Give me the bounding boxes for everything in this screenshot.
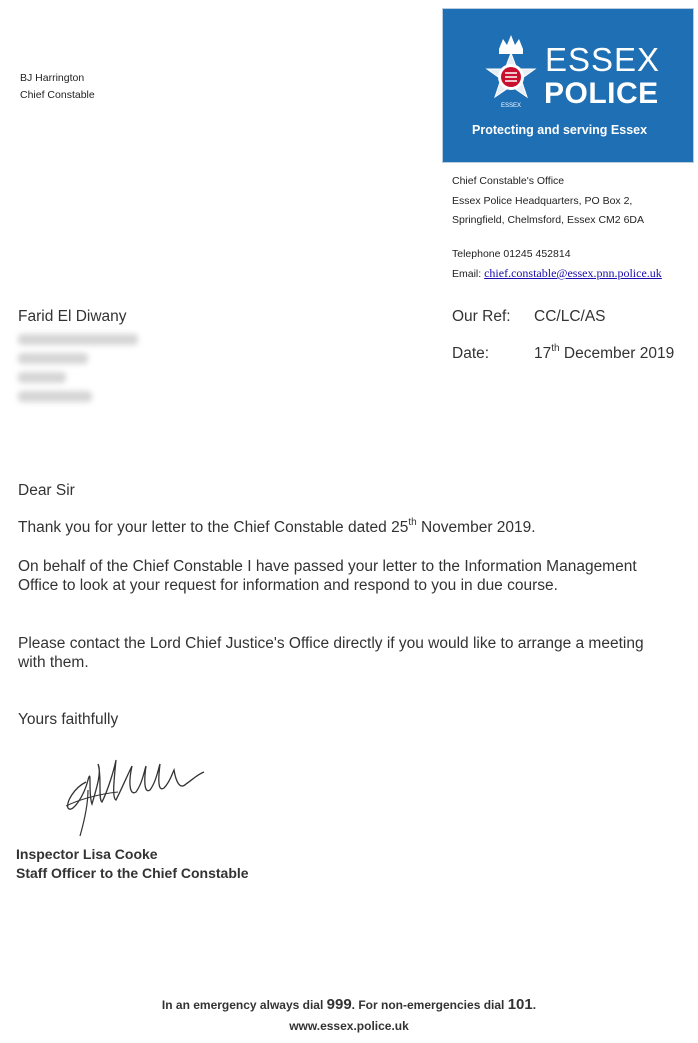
recipient-address-redacted: [18, 334, 138, 410]
svg-text:ESSEX: ESSEX: [500, 103, 522, 109]
office-line-3: Springfield, Chelmsford, Essex CM2 6DA: [452, 214, 644, 226]
footer-website[interactable]: www.essex.police.uk: [289, 1019, 409, 1033]
sender-block: [20, 70, 95, 104]
footer-emergency-line: [0, 994, 698, 1016]
office-line-1: Chief Constable's Office: [452, 175, 565, 187]
date-label: Date:: [452, 345, 490, 362]
reference-label: Our Ref:: [452, 308, 511, 325]
office-line-2: Essex Police Headquarters, PO Box 2,: [452, 194, 633, 207]
office-email-row: [452, 264, 662, 285]
essex-police-logo: [442, 8, 694, 163]
sender-title: Chief Constable: [20, 89, 95, 101]
logo-police-text: POLICE: [544, 77, 659, 110]
logo-essex-text: ESSEX: [545, 41, 661, 78]
police-crest-icon: [481, 33, 541, 115]
paragraph-1: [18, 518, 678, 537]
date-rest: December 2019: [559, 345, 675, 362]
footer-text-c: .: [532, 998, 537, 1012]
office-address: [452, 172, 662, 285]
footer-text-a: In an emergency always dial: [161, 998, 327, 1012]
footer-non-emergency-number: 101: [507, 996, 533, 1013]
handwritten-signature: [58, 730, 218, 840]
footer-emergency-number: 999: [326, 996, 352, 1013]
sender-name: BJ Harrington: [20, 72, 85, 84]
paragraph-1-text-a: Thank you for your letter to the Chief Constable dated 25: [18, 519, 409, 536]
logo-tagline: Protecting and serving Essex: [472, 123, 648, 137]
signatory-block: [16, 845, 249, 883]
recipient-name: Farid El Diwany: [18, 308, 127, 325]
signatory-name: Inspector Lisa Cooke: [16, 846, 158, 862]
reference-value: CC/LC/AS: [534, 308, 606, 325]
closing: Yours faithfully: [18, 711, 119, 728]
office-telephone: Telephone 01245 452814: [452, 247, 571, 260]
salutation: Dear Sir: [18, 482, 75, 499]
footer: [0, 994, 698, 1037]
paragraph-3: Please contact the Lord Chief Justice's Office directly if you would like to arrange a meeting with them.: [18, 635, 644, 671]
date-suffix: th: [551, 343, 560, 354]
paragraph-2: On behalf of the Chief Constable I have passed your letter to the Information Management Office to look at your request for information and respond to you in due course.: [18, 558, 637, 594]
paragraph-1-sup: th: [408, 517, 417, 528]
email-link[interactable]: chief.constable@essex.pnn.police.uk: [484, 266, 662, 280]
date-day: 17: [534, 345, 552, 362]
email-label: Email:: [452, 268, 482, 280]
paragraph-1-text-b: November 2019.: [416, 519, 536, 536]
reference-row: [452, 308, 606, 326]
date-row: [452, 345, 674, 363]
signatory-role: Staff Officer to the Chief Constable: [16, 865, 249, 881]
footer-text-b: . For non-emergencies dial: [351, 998, 508, 1012]
